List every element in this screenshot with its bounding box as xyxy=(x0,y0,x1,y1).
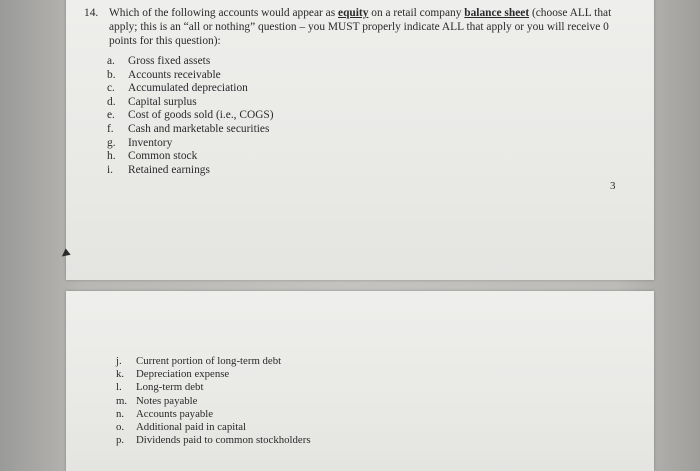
emphasis-balance-sheet: balance sheet xyxy=(464,7,530,19)
option-label: Accumulated depreciation xyxy=(128,82,248,95)
option-label: Long-term debt xyxy=(136,381,204,394)
option-letter: p. xyxy=(116,434,125,447)
option-letter: i. xyxy=(107,163,114,176)
option-label: Dividends paid to common stockholders xyxy=(136,434,311,447)
answer-option-j[interactable] xyxy=(116,355,311,368)
option-label: Accounts payable xyxy=(136,407,214,420)
answer-option-b[interactable] xyxy=(107,69,274,83)
option-letter: b. xyxy=(107,68,116,81)
question-14 xyxy=(84,6,632,48)
option-letter: n. xyxy=(116,407,125,420)
option-label: Cash and marketable securities xyxy=(128,122,270,135)
option-letter: d. xyxy=(107,95,116,108)
option-label: Additional paid in capital xyxy=(136,421,247,434)
option-letter: g. xyxy=(107,136,116,149)
question-text-part-2: on a retail company xyxy=(368,7,465,19)
option-letter: e. xyxy=(107,109,115,122)
option-letter: f. xyxy=(107,122,114,135)
option-letter: l. xyxy=(116,381,122,394)
emphasis-equity: equity xyxy=(338,7,369,19)
answer-option-g[interactable] xyxy=(107,137,274,151)
answer-option-k[interactable] xyxy=(116,368,311,381)
document-page-1 xyxy=(66,0,654,280)
option-letter: j. xyxy=(116,355,122,367)
option-letter: c. xyxy=(107,82,115,95)
answer-option-e[interactable] xyxy=(107,109,274,123)
option-label: Cost of goods sold (i.e., COGS) xyxy=(128,109,274,122)
option-label: Notes payable xyxy=(136,394,198,407)
question-number: 14. xyxy=(84,7,99,19)
answer-option-c[interactable] xyxy=(107,82,274,96)
answer-option-h[interactable] xyxy=(107,150,274,164)
answer-options-list-1 xyxy=(107,55,274,177)
option-label: Depreciation expense xyxy=(136,368,230,381)
option-label: Current portion of long-term debt xyxy=(136,355,282,367)
option-letter: k. xyxy=(116,368,125,381)
answer-options-list-2 xyxy=(116,355,311,447)
answer-option-m[interactable] xyxy=(116,395,311,408)
question-text xyxy=(109,6,632,48)
option-letter: m. xyxy=(116,394,128,407)
answer-option-f[interactable] xyxy=(107,123,274,137)
answer-option-o[interactable] xyxy=(116,421,311,434)
question-text-part-3: (choose ALL that apply; this is an “all or nothing” question – you MUST properly indicate ALL that apply or you will receive 0 points for this question): xyxy=(109,7,612,47)
option-label: Capital surplus xyxy=(128,95,197,108)
answer-option-n[interactable] xyxy=(116,408,311,421)
answer-option-p[interactable] xyxy=(116,434,311,447)
question-text-part-1: Which of the following accounts would appear as xyxy=(109,7,339,19)
option-label: Accounts receivable xyxy=(128,68,221,81)
option-letter: a. xyxy=(107,55,115,67)
document-page-2 xyxy=(66,291,654,471)
option-label: Gross fixed assets xyxy=(128,55,211,67)
page-number: 3 xyxy=(610,180,616,192)
answer-option-i[interactable] xyxy=(107,164,274,178)
option-label: Retained earnings xyxy=(128,163,210,176)
answer-option-l[interactable] xyxy=(116,381,311,394)
option-label: Inventory xyxy=(128,136,173,149)
answer-option-d[interactable] xyxy=(107,96,274,110)
option-letter: o. xyxy=(116,421,125,434)
option-letter: h. xyxy=(107,150,116,163)
option-label: Common stock xyxy=(128,150,198,163)
answer-option-a[interactable] xyxy=(107,55,274,69)
